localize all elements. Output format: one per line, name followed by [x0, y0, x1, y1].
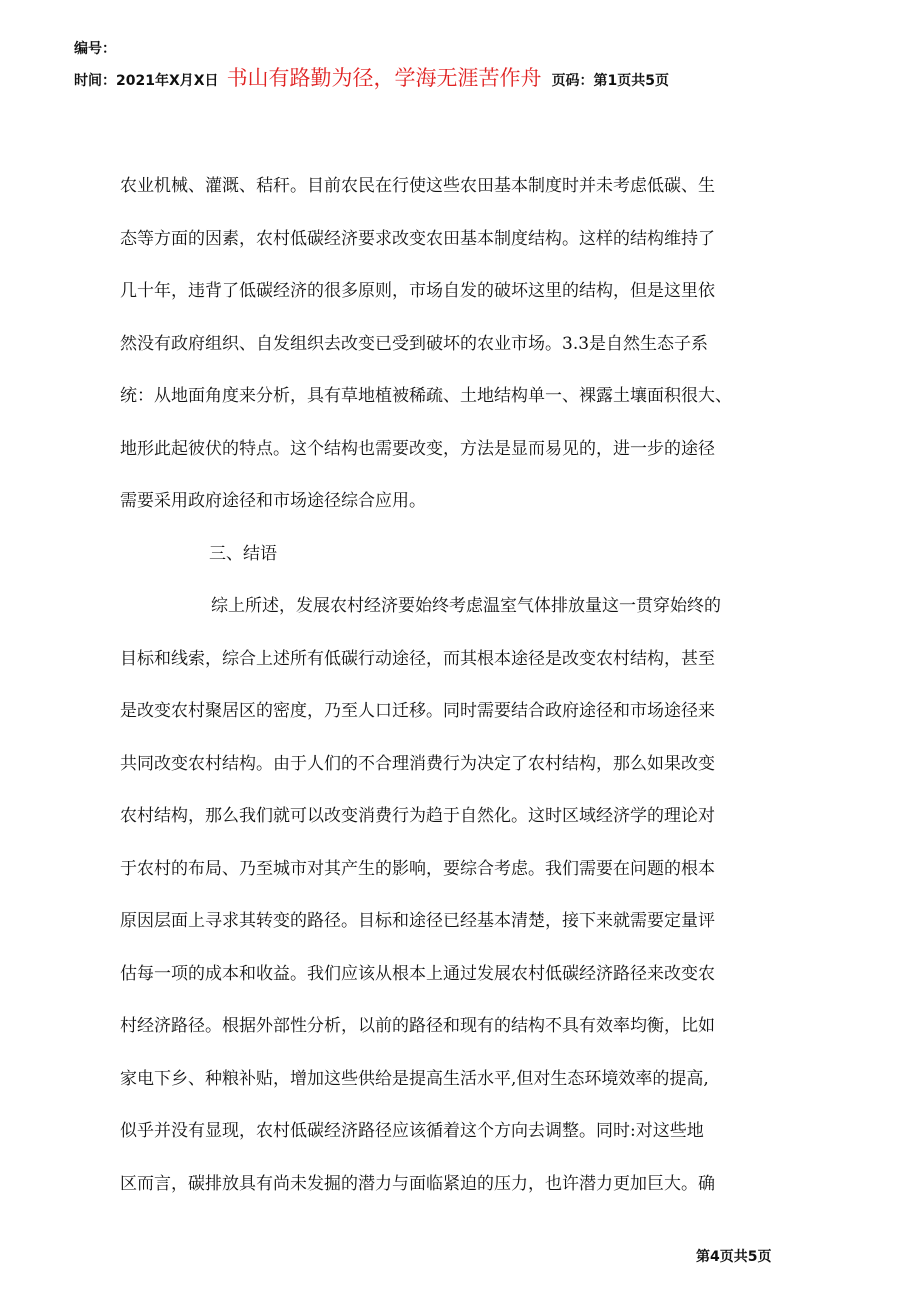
body-line: 是改变农村聚居区的密度，乃至人口迁移。同时需要结合政府途径和市场途径来 — [120, 701, 715, 721]
body-line: 农业机械、灌溉、秸秆。目前农民在行使这些农田基本制度时并未考虑低碳、生 — [120, 176, 715, 196]
body-line: 共同改变农村结构。由于人们的不合理消费行为决定了农村结构，那么如果改变 — [120, 753, 715, 774]
body-line: 村经济路径。根据外部性分析，以前的路径和现有的结构不具有效率均衡，比如 — [120, 1016, 715, 1036]
time-label: 时间：2021年X月X日 — [74, 73, 219, 89]
body-line: 农村结构，那么我们就可以改变消费行为趋于自然化。这时区域经济学的理论对 — [120, 806, 715, 826]
body-line: 综上所述，发展农村经济要始终考虑温室气体排放量这一贯穿始终的 — [211, 596, 721, 616]
header-line — [74, 62, 669, 92]
page-footer: 第4页共5页 — [696, 1249, 772, 1265]
body-text — [120, 160, 788, 1210]
section-heading: 三、结语 — [209, 543, 277, 564]
body-line: 需要采用政府途径和市场途径综合应用。 — [120, 491, 426, 511]
body-line: 家电下乡、种粮补贴，增加这些供给是提高生活水平,但对生态环境效率的提高, — [120, 1068, 709, 1089]
body-line: 于农村的布局、乃至城市对其产生的影响，要综合考虑。我们需要在问题的根本 — [120, 858, 715, 879]
page-label: 页码：第1页共5页 — [551, 73, 670, 89]
body-line: 统：从地面角度来分析，具有草地植被稀疏、土地结构单一、裸露土壤面积很大、 — [120, 386, 732, 406]
body-line: 区而言，碳排放具有尚未发掘的潜力与面临紧迫的压力，也许潜力更加巨大。确 — [120, 1173, 715, 1194]
body-line: 目标和线索，综合上述所有低碳行动途径，而其根本途径是改变农村结构，甚至 — [120, 648, 715, 669]
body-line: 态等方面的因素，农村低碳经济要求改变农田基本制度结构。这样的结构维持了 — [120, 228, 715, 249]
body-line: 似乎并没有显现，农村低碳经济路径应该循着这个方向去调整。同时:对这些地 — [120, 1121, 704, 1141]
body-line: 几十年，违背了低碳经济的很多原则，市场自发的破坏这里的结构，但是这里依 — [120, 281, 715, 301]
motto-text: 书山有路勤为径，学海无涯苦作舟 — [226, 66, 542, 90]
doc-code-label: 编号： — [74, 41, 116, 57]
body-line: 然没有政府组织、自发组织去改变已受到破坏的农业市场。3.3是自然生态子系 — [120, 333, 709, 354]
body-line: 地形此起彼伏的特点。这个结构也需要改变，方法是显而易见的，进一步的途径 — [120, 438, 715, 459]
body-line: 原因层面上寻求其转变的路径。目标和途径已经基本清楚，接下来就需要定量评 — [120, 911, 715, 931]
body-line: 估每一项的成本和收益。我们应该从根本上通过发展农村低碳经济路径来改变农 — [120, 963, 715, 984]
